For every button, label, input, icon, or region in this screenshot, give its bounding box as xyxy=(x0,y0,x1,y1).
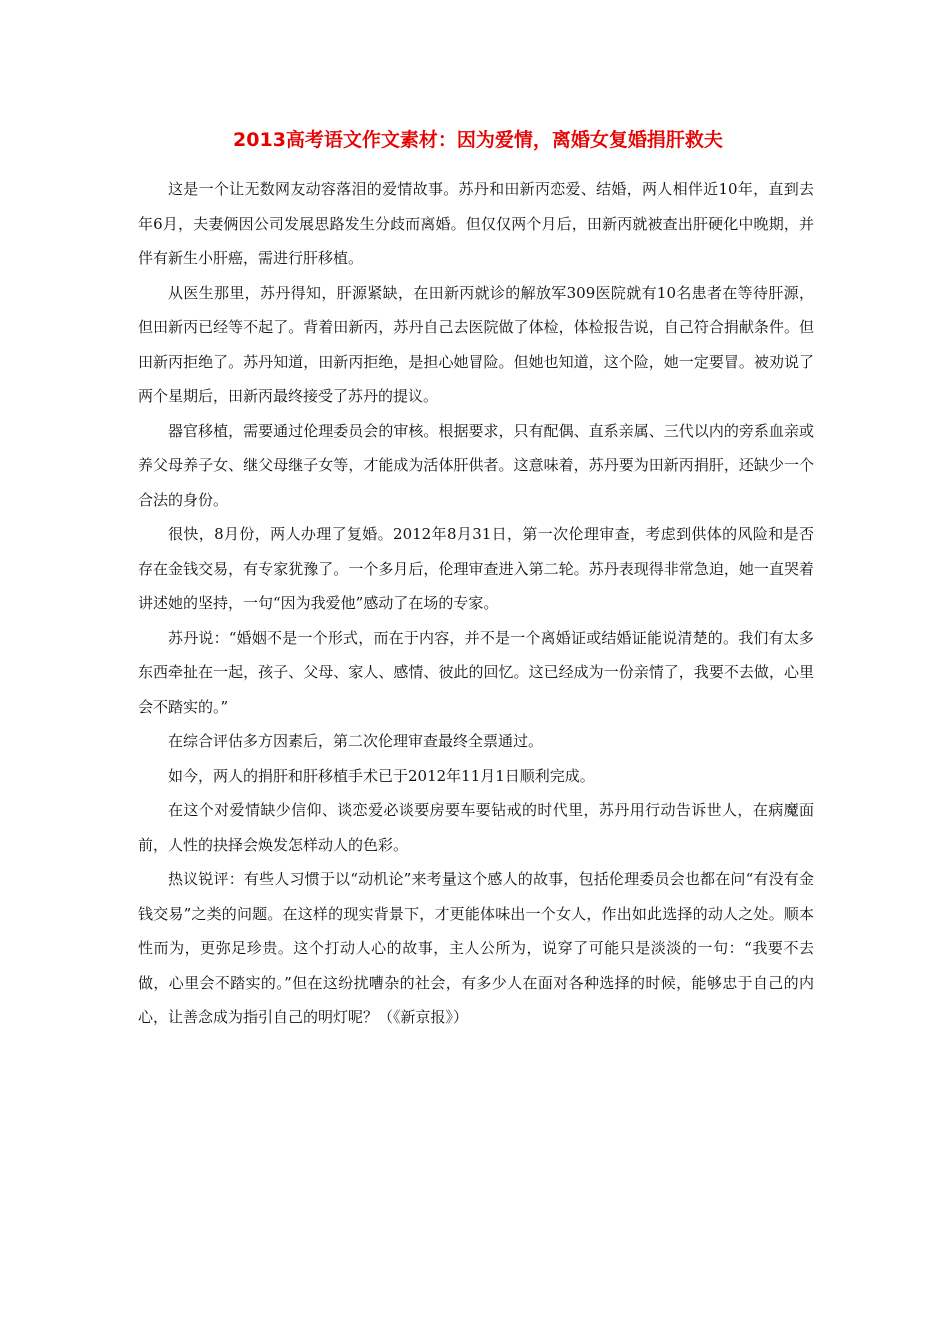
paragraph: 这是一个让无数网友动容落泪的爱情故事。苏丹和田新丙恋爱、结婚，两人相伴近10年，直到去年6月，夫妻俩因公司发展思路发生分歧而离婚。但仅仅两个月后，田新丙就被查出肝硬化中晚期，并伴有新生小肝癌，需进行肝移植。 xyxy=(138,180,814,267)
paragraph: 从医生那里，苏丹得知，肝源紧缺，在田新丙就诊的解放军309医院就有10名患者在等待肝源，但田新丙已经等不起了。背着田新丙，苏丹自己去医院做了体检，体检报告说，自己符合捐献条件。但田新丙拒绝了。苏丹知道，田新丙拒绝，是担心她冒险。但她也知道，这个险，她一定要冒。被劝说了两个星期后，田新丙最终接受了苏丹的提议。 xyxy=(138,283,814,405)
paragraph: 在这个对爱情缺少信仰、谈恋爱必谈要房要车要钻戒的时代里，苏丹用行动告诉世人，在病魔面前，人性的抉择会焕发怎样动人的色彩。 xyxy=(138,801,814,854)
document-body xyxy=(138,172,814,1035)
document-title: 2013高考语文作文素材：因为爱情，离婚女复婚捐肝救夫 xyxy=(233,129,723,151)
paragraph: 热议锐评：有些人习惯于以“动机论”来考量这个感人的故事，包括伦理委员会也都在问“有没有金钱交易”之类的问题。在这样的现实背景下，才更能体味出一个女人，作出如此选择的动人之处。顺本性而为，更弥足珍贵。这个打动人心的故事，主人公所为，说穿了可能只是淡淡的一句：“我要不去做，心里会不踏实的。”但在这纷扰嘈杂的社会，有多少人在面对各种选择的时候，能够忠于自己的内心，让善念成为指引自己的明灯呢？（《新京报》） xyxy=(138,870,814,1026)
paragraph: 在综合评估多方因素后，第二次伦理审查最终全票通过。 xyxy=(168,732,544,750)
paragraph: 苏丹说：“婚姻不是一个形式，而在于内容，并不是一个离婚证或结婚证能说清楚的。我们有太多东西牵扯在一起，孩子、父母、家人、感情、彼此的回忆。这已经成为一份亲情了，我要不去做，心里会不踏实的。” xyxy=(138,628,814,716)
paragraph: 如今，两人的捐肝和肝移植手术已于2012年11月1日顺利完成。 xyxy=(168,766,595,785)
paragraph: 器官移植，需要通过伦理委员会的审核。根据要求，只有配偶、直系亲属、三代以内的旁系血亲或养父母养子女、继父母继子女等，才能成为活体肝供者。这意味着，苏丹要为田新丙捐肝，还缺少一个合法的身份。 xyxy=(138,421,814,509)
paragraph: 很快，8月份，两人办理了复婚。2012年8月31日，第一次伦理审查，考虑到供体的风险和是否存在金钱交易，有专家犹豫了。一个多月后，伦理审查进入第二轮。苏丹表现得非常急迫，她一直哭着讲述她的坚持，一句“因为我爱他”感动了在场的专家。 xyxy=(138,525,814,612)
